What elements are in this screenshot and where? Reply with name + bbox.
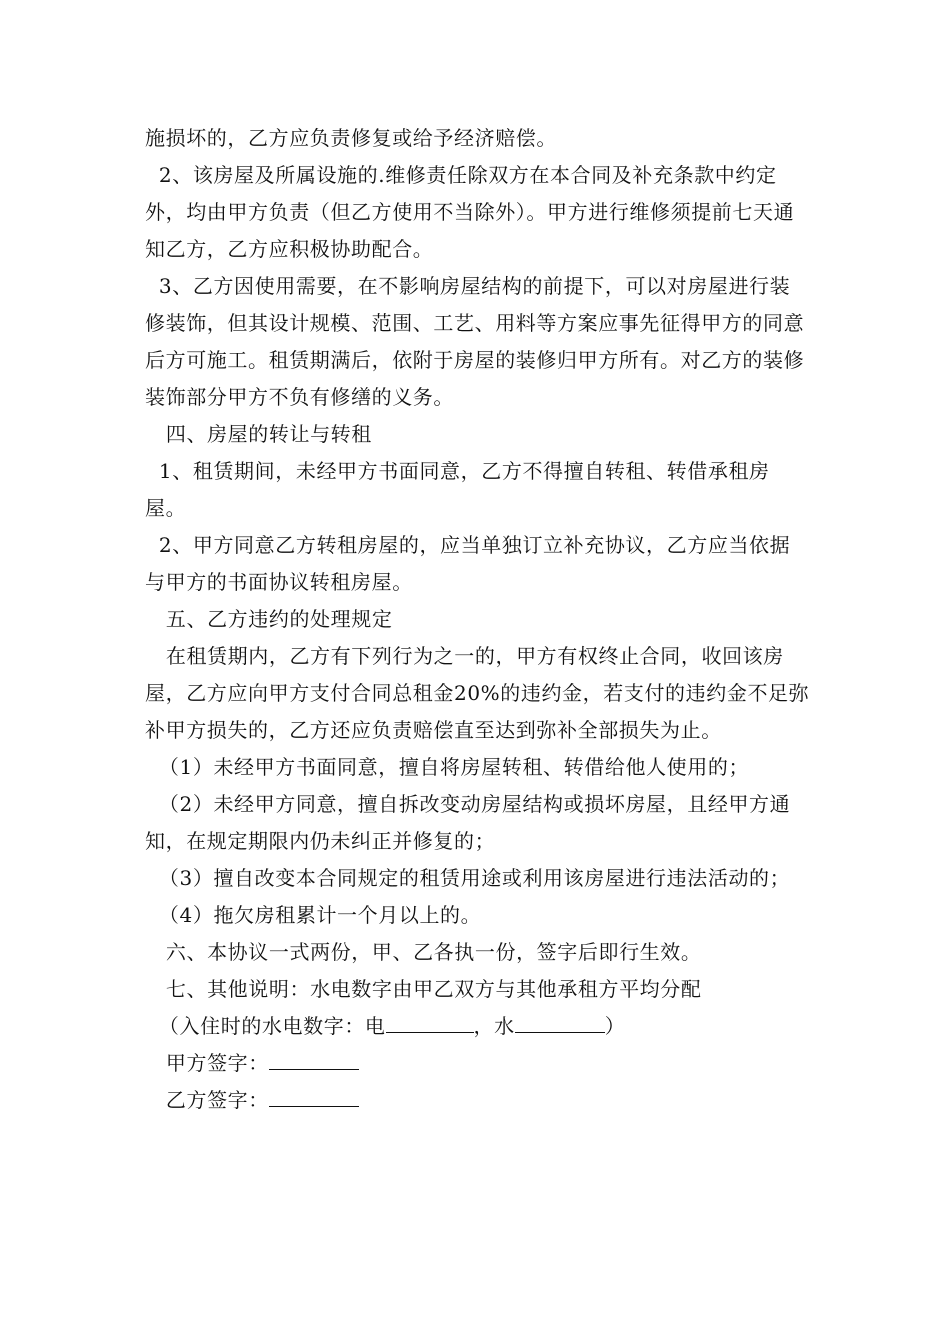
signature-party-a-label: 甲方签字： xyxy=(145,1051,269,1075)
meter-prefix: （入住时的水电数字：电 xyxy=(145,1014,386,1038)
paragraph-breach-intro: 在租赁期内，乙方有下列行为之一的，甲方有权终止合同，收回该房屋，乙方应向甲方支付合同总租金20%的违约金，若支付的违约金不足弥补甲方损失的，乙方还应负责赔偿直至达到弥补全部损失为止。 xyxy=(145,644,810,742)
section-other-notes: 七、其他说明：水电数字由甲乙双方与其他承租方平均分配 xyxy=(145,977,702,1001)
signature-party-b xyxy=(145,1082,810,1119)
meter-middle: ，水 xyxy=(473,1014,515,1038)
paragraph-clause-2-maintenance: 2、该房屋及所属设施的.维修责任除双方在本合同及补充条款中约定外，均由甲方负责（但乙方使用不当除外）。甲方进行维修须提前七天通知乙方，乙方应积极协助配合。 xyxy=(145,163,795,261)
section-effectiveness: 六、本协议一式两份，甲、乙各执一份，签字后即行生效。 xyxy=(145,940,702,964)
signature-party-a xyxy=(145,1045,810,1082)
breach-item-3: （3）擅自改变本合同规定的租赁用途或利用该房屋进行违法活动的； xyxy=(145,866,791,890)
breach-item-1: （1）未经甲方书面同意，擅自将房屋转租、转借给他人使用的； xyxy=(145,755,750,779)
paragraph-sublease-clause-1: 1、租赁期间，未经甲方书面同意，乙方不得擅自转租、转借承租房屋。 xyxy=(145,459,770,520)
signature-party-b-blank xyxy=(269,1084,359,1107)
paragraph-repair-liability-end: 施损坏的，乙方应负责修复或给予经济赔偿。 xyxy=(145,126,557,150)
breach-item-2: （2）未经甲方同意，擅自拆改变动房屋结构或损坏房屋，且经甲方通知，在规定期限内仍未纠正并修复的； xyxy=(145,792,791,853)
paragraph-clause-3-decoration: 3、乙方因使用需要，在不影响房屋结构的前提下，可以对房屋进行装修装饰，但其设计规模、范围、工艺、用料等方案应事先征得甲方的同意后方可施工。租赁期满后，依附于房屋的装修归甲方所有。对乙方的装修装饰部分甲方不负有修缮的义务。 xyxy=(145,274,805,409)
contract-page xyxy=(145,120,810,1119)
paragraph-sublease-clause-2: 2、甲方同意乙方转租房屋的，应当单独订立补充协议，乙方应当依据与甲方的书面协议转租房屋。 xyxy=(145,533,791,594)
signature-party-b-label: 乙方签字： xyxy=(145,1088,269,1112)
meter-reading-line xyxy=(145,1008,810,1045)
section-heading-breach: 五、乙方违约的处理规定 xyxy=(145,607,393,631)
breach-item-4: （4）拖欠房租累计一个月以上的。 xyxy=(145,903,482,927)
water-blank xyxy=(515,1010,605,1033)
electricity-blank xyxy=(386,1010,474,1033)
meter-suffix: ） xyxy=(604,1014,626,1038)
section-heading-transfer-sublease: 四、房屋的转让与转租 xyxy=(145,422,372,446)
signature-party-a-blank xyxy=(269,1047,359,1070)
